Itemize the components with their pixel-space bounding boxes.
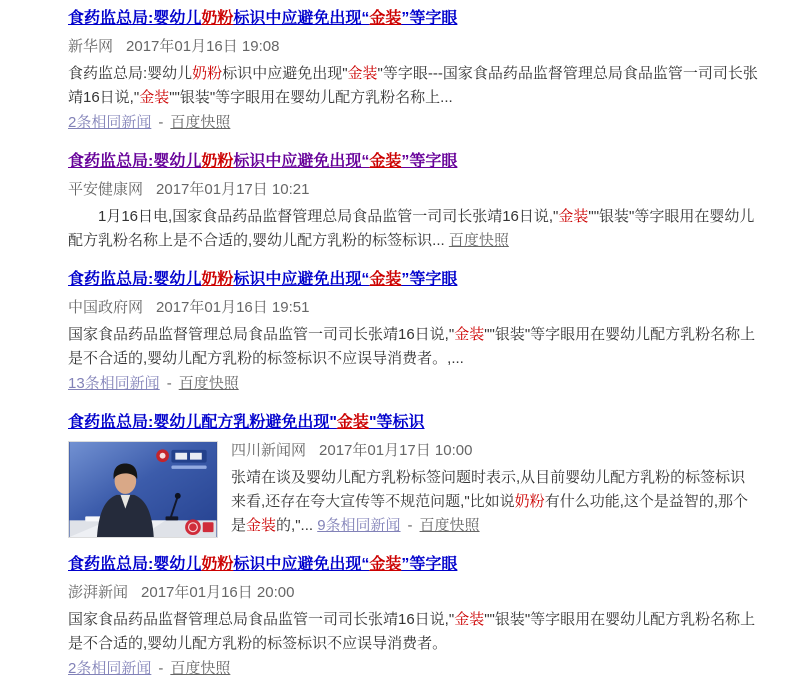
same-news-link[interactable]: 13条相同新闻 (68, 375, 160, 392)
text-segment: ”等字眼 (401, 556, 458, 573)
text-segment: "等标识 (368, 414, 425, 431)
highlighted-keyword: 奶粉 (514, 493, 545, 510)
text-segment: 食药监总局:婴幼儿 (68, 153, 202, 170)
result-links (68, 372, 758, 396)
highlighted-keyword: 奶粉 (201, 556, 234, 573)
highlighted-keyword: 金装 (369, 153, 402, 170)
result-body (68, 298, 758, 396)
text-segment: ”等字眼 (401, 10, 458, 27)
link-separator: - (166, 375, 172, 392)
text-segment: 食药监总局:婴幼儿配方乳粉避免出现" (68, 414, 337, 431)
text-segment: ”等字眼 (401, 153, 458, 170)
highlighted-keyword: 金装 (246, 517, 277, 534)
result-meta (68, 298, 758, 318)
result-thumbnail[interactable] (68, 441, 218, 538)
result-title-link[interactable] (68, 10, 457, 27)
news-results-list (68, 8, 758, 681)
same-news-link[interactable]: 2条相同新闻 (68, 114, 152, 131)
news-result (68, 8, 758, 135)
baidu-snapshot-link[interactable]: 百度快照 (170, 660, 231, 677)
result-date: 2017年01月16日 19:51 (156, 299, 310, 316)
same-news-link[interactable]: 9条相同新闻 (317, 517, 401, 534)
text-segment: 国家食品药品监督管理总局食品监管一司司长张靖16日说," (68, 611, 455, 628)
news-result (68, 269, 758, 396)
text-segment: 食药监总局:婴幼儿 (68, 271, 202, 288)
text-segment: ""银装"等字眼用在婴幼儿配方乳粉名称上... (169, 89, 453, 106)
result-title-link[interactable] (68, 271, 457, 288)
text-segment: 标识中应避免出现“ (233, 271, 370, 288)
text-segment: 1月16日电,国家食品药品监督管理总局食品监管一司司长张靖16日说," (68, 208, 559, 225)
result-date: 2017年01月17日 10:00 (319, 442, 473, 459)
result-title (68, 554, 758, 576)
baidu-snapshot-link[interactable]: 百度快照 (178, 375, 239, 392)
result-title (68, 8, 758, 30)
text-segment: 食药监总局:婴幼儿 (68, 556, 202, 573)
result-abstract (68, 62, 758, 110)
text-segment: 标识中应避免出现" (222, 65, 348, 82)
text-segment: 标识中应避免出现“ (233, 153, 370, 170)
text-segment: "等字眼---国家食品药品监督管理总局食品监管一司司长张靖16日说," (68, 65, 758, 106)
result-text-column (231, 441, 758, 538)
result-abstract (231, 466, 758, 538)
result-source: 中国政府网 (68, 299, 144, 316)
baidu-snapshot-link[interactable]: 百度快照 (419, 517, 480, 534)
link-separator: - (407, 517, 413, 534)
highlighted-keyword: 金装 (454, 326, 485, 343)
highlighted-keyword: 金装 (369, 556, 402, 573)
result-source: 澎湃新闻 (68, 584, 129, 601)
baidu-snapshot-link[interactable]: 百度快照 (170, 114, 231, 131)
text-segment: 张靖在谈及婴幼儿配方乳粉标签问题时表示,从目前婴幼儿配方乳粉的标签标识来看,还存在夸大宣传等不规范问题,"比如说 (231, 469, 746, 510)
text-segment: ”等字眼 (401, 271, 458, 288)
result-source: 平安健康网 (68, 181, 144, 198)
result-title (68, 412, 758, 434)
baidu-snapshot-link[interactable]: 百度快照 (448, 232, 509, 249)
result-date: 2017年01月16日 19:08 (126, 38, 280, 55)
result-text-column (68, 180, 758, 253)
result-meta (68, 583, 758, 603)
result-text-column (68, 298, 758, 396)
result-title-link[interactable] (68, 556, 457, 573)
result-body (68, 37, 758, 135)
text-segment: 食药监总局:婴幼儿 (68, 65, 193, 82)
news-result (68, 554, 758, 681)
text-segment: 有什么功能,这个是益智的,那个是 (231, 493, 749, 534)
highlighted-keyword: 金装 (139, 89, 170, 106)
result-source: 新华网 (68, 38, 114, 55)
highlighted-keyword: 奶粉 (201, 271, 234, 288)
text-segment: 食药监总局:婴幼儿 (68, 10, 202, 27)
same-news-link[interactable]: 2条相同新闻 (68, 660, 152, 677)
result-meta (68, 180, 758, 200)
result-title (68, 269, 758, 291)
result-body (68, 180, 758, 253)
highlighted-keyword: 金装 (369, 10, 402, 27)
link-separator: - (158, 660, 164, 677)
highlighted-keyword: 奶粉 (201, 153, 234, 170)
result-links (68, 657, 758, 681)
highlighted-keyword: 奶粉 (192, 65, 223, 82)
text-segment: 的,"... (276, 517, 314, 534)
highlighted-keyword: 金装 (347, 65, 378, 82)
text-segment: ""银装"等字眼用在婴幼儿配方乳粉名称上是不合适的,婴幼儿配方乳粉的标签标识不应误导消费者。 (68, 611, 756, 652)
result-body (68, 441, 758, 538)
result-text-column (68, 583, 758, 681)
result-title-link[interactable] (68, 153, 457, 170)
result-abstract (68, 323, 758, 371)
result-links (68, 111, 758, 135)
result-meta (68, 37, 758, 57)
text-segment: ""银装"等字眼用在婴幼儿配方乳粉名称上是不合适的,婴幼儿配方乳粉的标签标识不应误导消费者。,... (68, 326, 756, 367)
highlighted-keyword: 金装 (558, 208, 589, 225)
text-segment: ""银装"等字眼用在婴幼儿配方乳粉名称上是不合适的,婴幼儿配方乳粉的标签标识... (68, 208, 755, 249)
result-date: 2017年01月17日 10:21 (156, 181, 310, 198)
highlighted-keyword: 金装 (369, 271, 402, 288)
text-segment: 标识中应避免出现“ (233, 556, 370, 573)
result-source: 四川新闻网 (231, 442, 307, 459)
news-result (68, 412, 758, 538)
highlighted-keyword: 奶粉 (201, 10, 234, 27)
news-result (68, 151, 758, 253)
result-title-link[interactable] (68, 414, 425, 431)
link-separator: - (158, 114, 164, 131)
result-title (68, 151, 758, 173)
result-body (68, 583, 758, 681)
text-segment: 国家食品药品监督管理总局食品监管一司司长张靖16日说," (68, 326, 455, 343)
highlighted-keyword: 金装 (454, 611, 485, 628)
result-date: 2017年01月16日 20:00 (141, 584, 295, 601)
result-abstract (68, 608, 758, 656)
result-text-column (68, 37, 758, 135)
result-abstract (68, 205, 758, 253)
text-segment: 标识中应避免出现“ (233, 10, 370, 27)
result-meta (231, 441, 758, 461)
highlighted-keyword: 金装 (336, 414, 369, 431)
